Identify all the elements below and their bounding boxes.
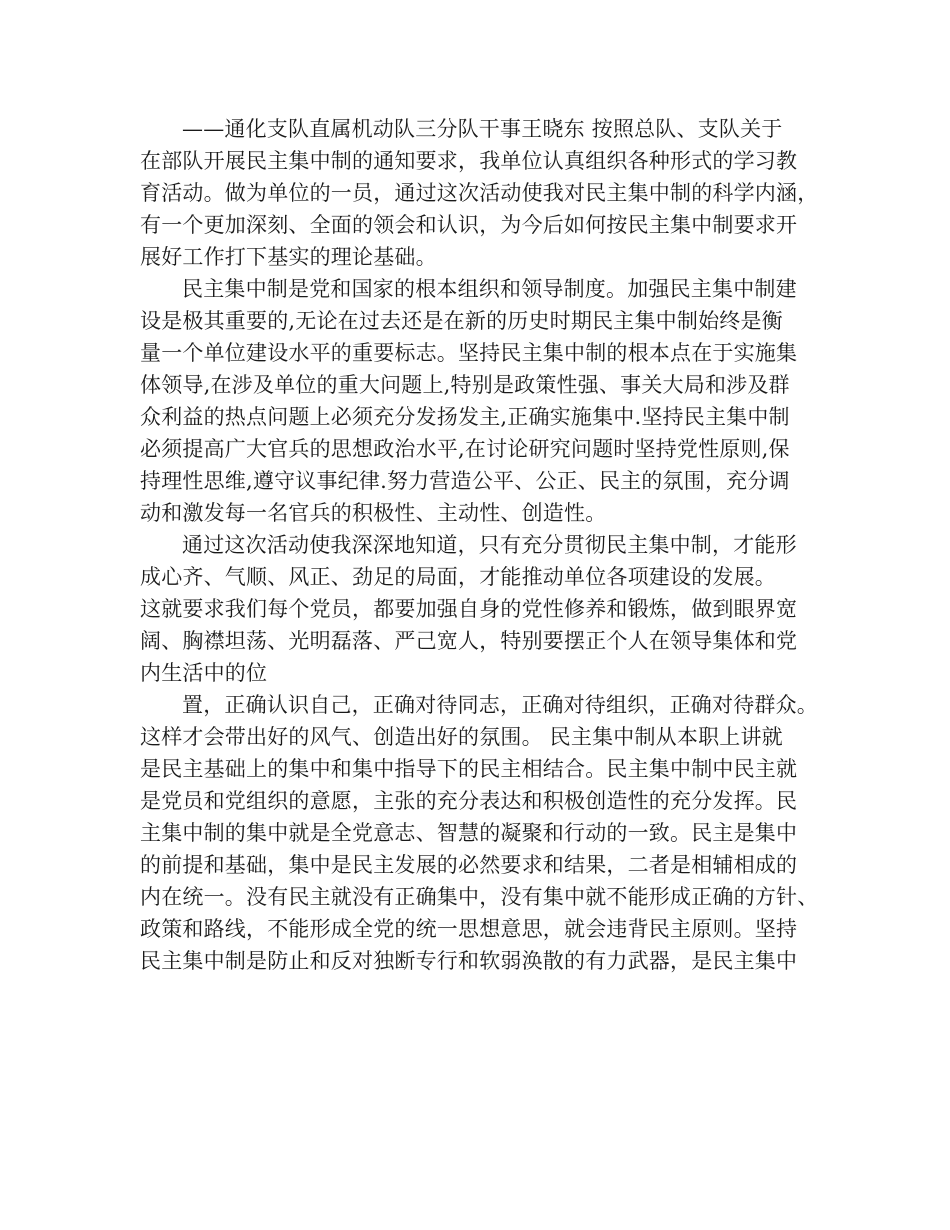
text-line: 成心齐、气顺、风正、劲足的局面，才能推动单位各项建设的发展。 [140,565,776,589]
paragraph [140,529,820,689]
text-line: 众利益的热点问题上必须充分发扬发主,正确实施集中.坚持民主集中制 [140,405,790,429]
text-line: 这样才会带出好的风气、创造出好的氛围。 民主集中制从本职上讲就 [140,725,783,749]
paragraph [140,689,820,977]
text-line: 阔、胸襟坦荡、光明磊落、严己宽人，特别要摆正个人在领导集体和党 [140,629,798,653]
text-line: 主集中制的集中就是全党意志、智慧的凝聚和行动的一致。民主是集中 [140,821,798,845]
text-line: 民主集中制是防止和反对独断专行和软弱涣散的有力武器，是民主集中 [140,949,798,973]
text-line: 通过这次活动使我深深地知道，只有充分贯彻民主集中制，才能形 [182,533,797,557]
text-line: ——通化支队直属机动队三分队干事王晓东 按照总队、支队关于 [182,117,783,141]
text-line: 这就要求我们每个党员，都要加强自身的党性修养和锻炼，做到眼界宽 [140,597,798,621]
document-body [140,113,820,977]
paragraph [140,113,820,273]
text-line: 持理性思维,遵守议事纪律.努力营造公平、公正、民主的氛围，充分调 [140,469,790,493]
text-line: 量一个单位建设水平的重要标志。坚持民主集中制的根本点在于实施集 [140,341,798,365]
text-line: 的前提和基础，集中是民主发展的必然要求和结果，二者是相辅相成的 [140,853,798,877]
text-line: 是党员和党组织的意愿，主张的充分表达和积极创造性的充分发挥。民 [140,789,798,813]
text-line: 政策和路线，不能形成全党的统一思想意思，就会违背民主原则。坚持 [140,917,798,941]
text-line: 设是极其重要的,无论在过去还是在新的历史时期民主集中制始终是衡 [140,309,783,333]
text-line: 是民主基础上的集中和集中指导下的民主相结合。民主集中制中民主就 [140,757,798,781]
text-line: 内生活中的位 [140,661,268,685]
text-line: 展好工作打下基实的理论基础。 [140,245,437,269]
text-line: 必须提高广大官兵的思想政治水平,在讨论研究问题时坚持党性原则,保 [140,437,790,461]
text-line: 有一个更加深刻、全面的领会和认识，为今后如何按民主集中制要求开 [140,213,798,237]
paragraph [140,273,820,529]
text-line: 置，正确认识自己，正确对待同志，正确对待组织，正确对待群众。 [182,693,818,717]
text-line: 动和激发每一名官兵的积极性、主动性、创造性。 [140,501,607,525]
text-line: 在部队开展民主集中制的通知要求，我单位认真组织各种形式的学习教 [140,149,798,173]
text-line: 育活动。做为单位的一员，通过这次活动使我对民主集中制的科学内涵， [140,181,819,205]
text-line: 体领导,在涉及单位的重大问题上,特别是政策性强、事关大局和涉及群 [140,373,790,397]
text-line: 内在统一。没有民主就没有正确集中，没有集中就不能形成正确的方针、 [140,885,819,909]
text-line: 民主集中制是党和国家的根本组织和领导制度。加强民主集中制建 [182,277,797,301]
